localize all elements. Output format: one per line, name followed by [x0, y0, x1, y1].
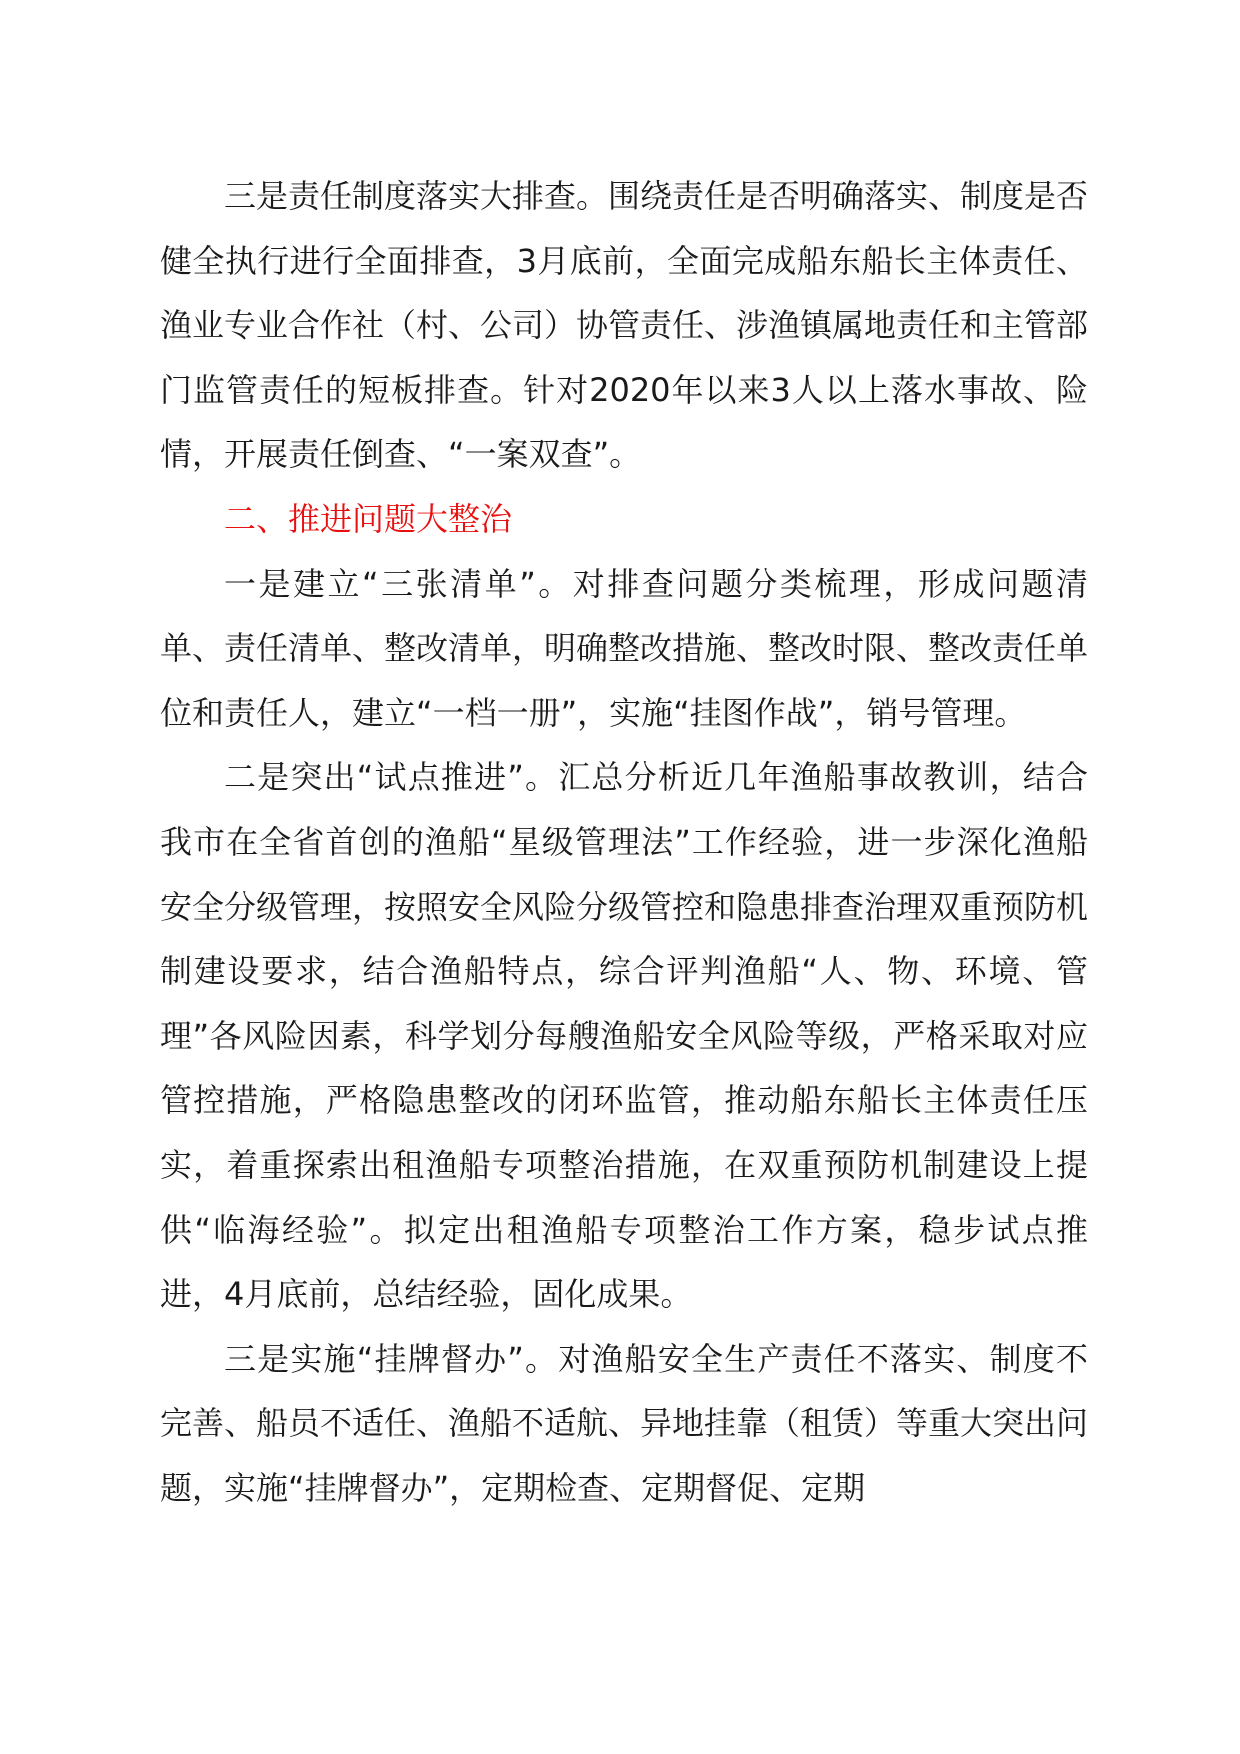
paragraph-pilot-promotion: 二是突出“试点推进”。汇总分析近几年渔船事故教训，结合我市在全省首创的渔船“星级管理法”工作经验，进一步深化渔船安全分级管理，按照安全风险分级管控和隐患排查治理双重预防机制建设要求，结合渔船特点，综合评判渔船“人、物、环境、管理”各风险因素，科学划分每艘渔船安全风险等级，严格采取对应管控措施，严格隐患整改的闭环监管，推动船东船长主体责任压实，着重探索出租渔船专项整治措施，在双重预防机制建设上提供“临海经验”。拟定出租渔船专项整治工作方案，稳步试点推进，4月底前，总结经验，固化成果。 [160, 758, 1089, 1314]
document-body [160, 164, 1088, 1520]
section-heading-problem-rectification: 二、推进问题大整治 [224, 499, 513, 538]
paragraph-three-lists: 一是建立“三张清单”。对排查问题分类梳理，形成问题清单、责任清单、整改清单，明确整改措施、整改时限、整改责任单位和责任人，建立“一档一册”，实施“挂图作战”，销号管理。 [160, 564, 1089, 732]
paragraph-listed-supervision: 三是实施“挂牌督办”。对渔船安全生产责任不落实、制度不完善、船员不适任、渔船不适航、异地挂靠（租赁）等重大突出问题，实施“挂牌督办”，定期检查、定期督促、定期 [160, 1339, 1089, 1507]
paragraph-responsibility-inspection: 三是责任制度落实大排查。围绕责任是否明确落实、制度是否健全执行进行全面排查，3月底前，全面完成船东船长主体责任、渔业专业合作社（村、公司）协管责任、涉渔镇属地责任和主管部门监管责任的短板排查。针对2020年以来3人以上落水事故、险情，开展责任倒查、“一案双查”。 [160, 177, 1089, 474]
